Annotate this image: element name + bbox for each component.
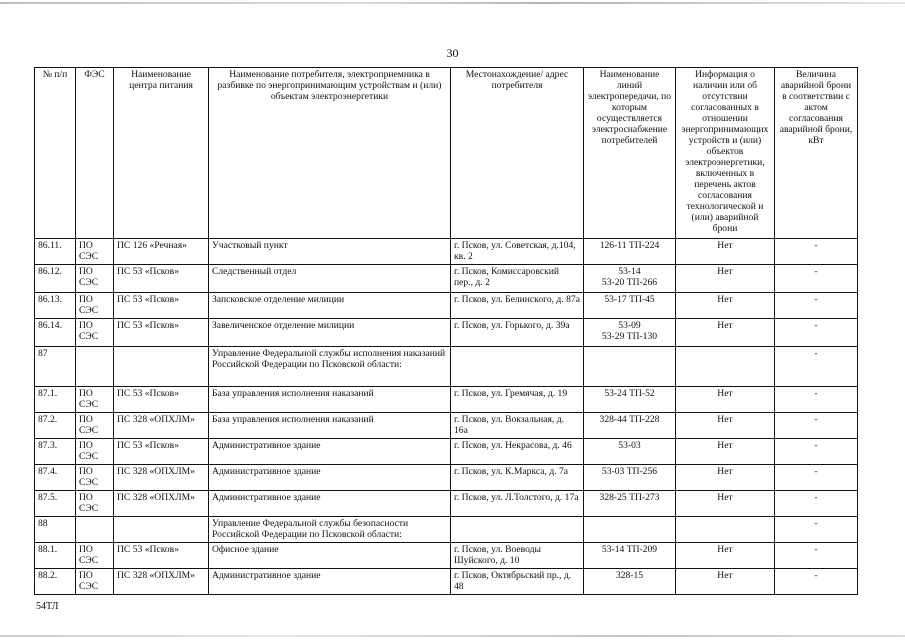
- table-row: [35, 569, 858, 595]
- footer-code: 54ТЛ: [36, 601, 59, 612]
- cell-reserve: -: [775, 517, 858, 543]
- cell-reserve: -: [775, 319, 858, 347]
- table-row: [35, 265, 858, 293]
- cell-num: 88: [35, 517, 76, 543]
- cell-consumer: Завеличенское отделение милиции: [209, 319, 451, 347]
- table-row: [35, 465, 858, 491]
- table-row: [35, 293, 858, 319]
- cell-num: 87.4.: [35, 465, 76, 491]
- cell-consumer: Административное здание: [209, 439, 451, 465]
- cell-center: ПС 53 «Псков»: [114, 293, 209, 319]
- cell-consumer: Следственный отдел: [209, 265, 451, 293]
- cell-num: 87.5.: [35, 491, 76, 517]
- cell-info: [676, 517, 775, 543]
- cell-reserve: -: [775, 265, 858, 293]
- cell-num: 87.2.: [35, 413, 76, 439]
- cell-fes: [76, 347, 114, 387]
- cell-info: Нет: [676, 293, 775, 319]
- cell-lines: 53-14 53-20 ТП-266: [584, 265, 676, 293]
- cell-location: г. Псков, ул. Воеводы Шуйского, д. 10: [451, 543, 584, 569]
- table-row: [35, 239, 858, 265]
- cell-reserve: -: [775, 347, 858, 387]
- cell-consumer: Административное здание: [209, 569, 451, 595]
- cell-location: г. Псков, ул. Вокзальная, д. 16а: [451, 413, 584, 439]
- cell-info: Нет: [676, 387, 775, 413]
- cell-fes: ПО СЭС: [76, 387, 114, 413]
- cell-num: 86.11.: [35, 239, 76, 265]
- cell-fes: ПО СЭС: [76, 543, 114, 569]
- cell-reserve: -: [775, 387, 858, 413]
- cell-reserve: -: [775, 569, 858, 595]
- cell-location: г. Псков, ул. Советская, д.104, кв. 2: [451, 239, 584, 265]
- cell-num: 87.1.: [35, 387, 76, 413]
- cell-reserve: -: [775, 439, 858, 465]
- cell-center: ПС 328 «ОПХЛМ»: [114, 465, 209, 491]
- register-table: [34, 67, 858, 595]
- cell-info: Нет: [676, 465, 775, 491]
- table-row: [35, 491, 858, 517]
- cell-num: 87: [35, 347, 76, 387]
- cell-location: г. Псков, ул. Некрасова, д. 46: [451, 439, 584, 465]
- cell-fes: ПО СЭС: [76, 491, 114, 517]
- cell-fes: [76, 517, 114, 543]
- cell-lines: 53-03 ТП-256: [584, 465, 676, 491]
- cell-fes: ПО СЭС: [76, 439, 114, 465]
- header-reserve: Величина аварийной брони в соответствии с актом согласования аварийной брони, кВт: [775, 68, 858, 239]
- table-row: [35, 347, 858, 387]
- header-num: № п/п: [35, 68, 76, 239]
- cell-center: ПС 53 «Псков»: [114, 543, 209, 569]
- cell-location: г. Псков, ул. Гремячая, д. 19: [451, 387, 584, 413]
- cell-center: ПС 126 «Речная»: [114, 239, 209, 265]
- cell-reserve: -: [775, 239, 858, 265]
- scan-edge-bottom: [0, 635, 905, 637]
- cell-consumer: База управления исполнения наказаний: [209, 413, 451, 439]
- cell-center: ПС 328 «ОПХЛМ»: [114, 569, 209, 595]
- cell-location: г. Псков, ул. Белинского, д. 87а: [451, 293, 584, 319]
- cell-lines: 53-17 ТП-45: [584, 293, 676, 319]
- table-row: [35, 517, 858, 543]
- cell-info: Нет: [676, 569, 775, 595]
- cell-info: Нет: [676, 413, 775, 439]
- cell-num: 87.3.: [35, 439, 76, 465]
- cell-center: [114, 517, 209, 543]
- cell-center: ПС 328 «ОПХЛМ»: [114, 491, 209, 517]
- header-lines: Наименование линий электропередачи, по которым осуществляется электроснабжение потребителей: [584, 68, 676, 239]
- header-row: [35, 68, 858, 239]
- cell-num: 86.12.: [35, 265, 76, 293]
- cell-reserve: -: [775, 293, 858, 319]
- header-location: Местонахождение/ адрес потребителя: [451, 68, 584, 239]
- cell-center: ПС 328 «ОПХЛМ»: [114, 413, 209, 439]
- cell-fes: ПО СЭС: [76, 293, 114, 319]
- table-row: [35, 543, 858, 569]
- cell-info: Нет: [676, 543, 775, 569]
- cell-location: г. Псков, ул. Горького, д. 39а: [451, 319, 584, 347]
- cell-consumer: Управление Федеральной службы исполнения наказаний Российской Федерации по Псковской области:: [209, 347, 451, 387]
- cell-info: Нет: [676, 265, 775, 293]
- cell-num: 88.1.: [35, 543, 76, 569]
- cell-consumer: База управления исполнения наказаний: [209, 387, 451, 413]
- cell-consumer: Участковый пункт: [209, 239, 451, 265]
- header-info: Информация о наличии или об отсутствии согласованных в отношении энергопринимающих устройств и (или) объектов электроэнергетики, включенных в перечень актов согласования технологической и (или) аварийной брони: [676, 68, 775, 239]
- cell-num: 88.2.: [35, 569, 76, 595]
- cell-fes: ПО СЭС: [76, 465, 114, 491]
- cell-lines: 53-24 ТП-52: [584, 387, 676, 413]
- cell-location: г. Псков, ул. Л.Толстого, д. 17а: [451, 491, 584, 517]
- table-row: [35, 439, 858, 465]
- cell-location: [451, 347, 584, 387]
- cell-consumer: Административное здание: [209, 491, 451, 517]
- table-row: [35, 413, 858, 439]
- cell-fes: ПО СЭС: [76, 239, 114, 265]
- cell-consumer: Запсковское отделение милиции: [209, 293, 451, 319]
- cell-lines: 328-25 ТП-273: [584, 491, 676, 517]
- cell-fes: ПО СЭС: [76, 319, 114, 347]
- cell-center: ПС 53 «Псков»: [114, 387, 209, 413]
- cell-lines: 53-14 ТП-209: [584, 543, 676, 569]
- cell-consumer: Административное здание: [209, 465, 451, 491]
- cell-lines: 53-03: [584, 439, 676, 465]
- cell-reserve: -: [775, 543, 858, 569]
- cell-lines: 53-09 53-29 ТП-130: [584, 319, 676, 347]
- cell-reserve: -: [775, 413, 858, 439]
- cell-center: [114, 347, 209, 387]
- cell-num: 86.13.: [35, 293, 76, 319]
- cell-location: г. Псков, ул. К.Маркса, д. 7а: [451, 465, 584, 491]
- cell-info: Нет: [676, 239, 775, 265]
- cell-info: Нет: [676, 491, 775, 517]
- cell-info: Нет: [676, 319, 775, 347]
- cell-fes: ПО СЭС: [76, 413, 114, 439]
- cell-lines: [584, 517, 676, 543]
- cell-info: Нет: [676, 439, 775, 465]
- page-number: 30: [446, 46, 459, 60]
- cell-location: [451, 517, 584, 543]
- header-fes: ФЭС: [76, 68, 114, 239]
- cell-fes: ПО СЭС: [76, 569, 114, 595]
- cell-lines: [584, 347, 676, 387]
- cell-fes: ПО СЭС: [76, 265, 114, 293]
- cell-center: ПС 53 «Псков»: [114, 265, 209, 293]
- cell-center: ПС 53 «Псков»: [114, 319, 209, 347]
- cell-center: ПС 53 «Псков»: [114, 439, 209, 465]
- cell-location: г. Псков, Октябрьский пр., д. 48: [451, 569, 584, 595]
- header-consumer: Наименование потребителя, электроприемника в разбивке по энергопринимающим устройствам и (или) объектам электроэнергетики: [209, 68, 451, 239]
- header-center: Наименование центра питания: [114, 68, 209, 239]
- cell-consumer: Офисное здание: [209, 543, 451, 569]
- table-row: [35, 319, 858, 347]
- cell-info: [676, 347, 775, 387]
- cell-consumer: Управление Федеральной службы безопасности Российской Федерации по Псковской области:: [209, 517, 451, 543]
- cell-reserve: -: [775, 465, 858, 491]
- cell-location: г. Псков, Комиссаровский пер., д. 2: [451, 265, 584, 293]
- cell-lines: 126-11 ТП-224: [584, 239, 676, 265]
- cell-reserve: -: [775, 491, 858, 517]
- table-row: [35, 387, 858, 413]
- cell-lines: 328-15: [584, 569, 676, 595]
- scan-edge-top: [0, 2, 905, 4]
- cell-lines: 328-44 ТП-228: [584, 413, 676, 439]
- cell-num: 86.14.: [35, 319, 76, 347]
